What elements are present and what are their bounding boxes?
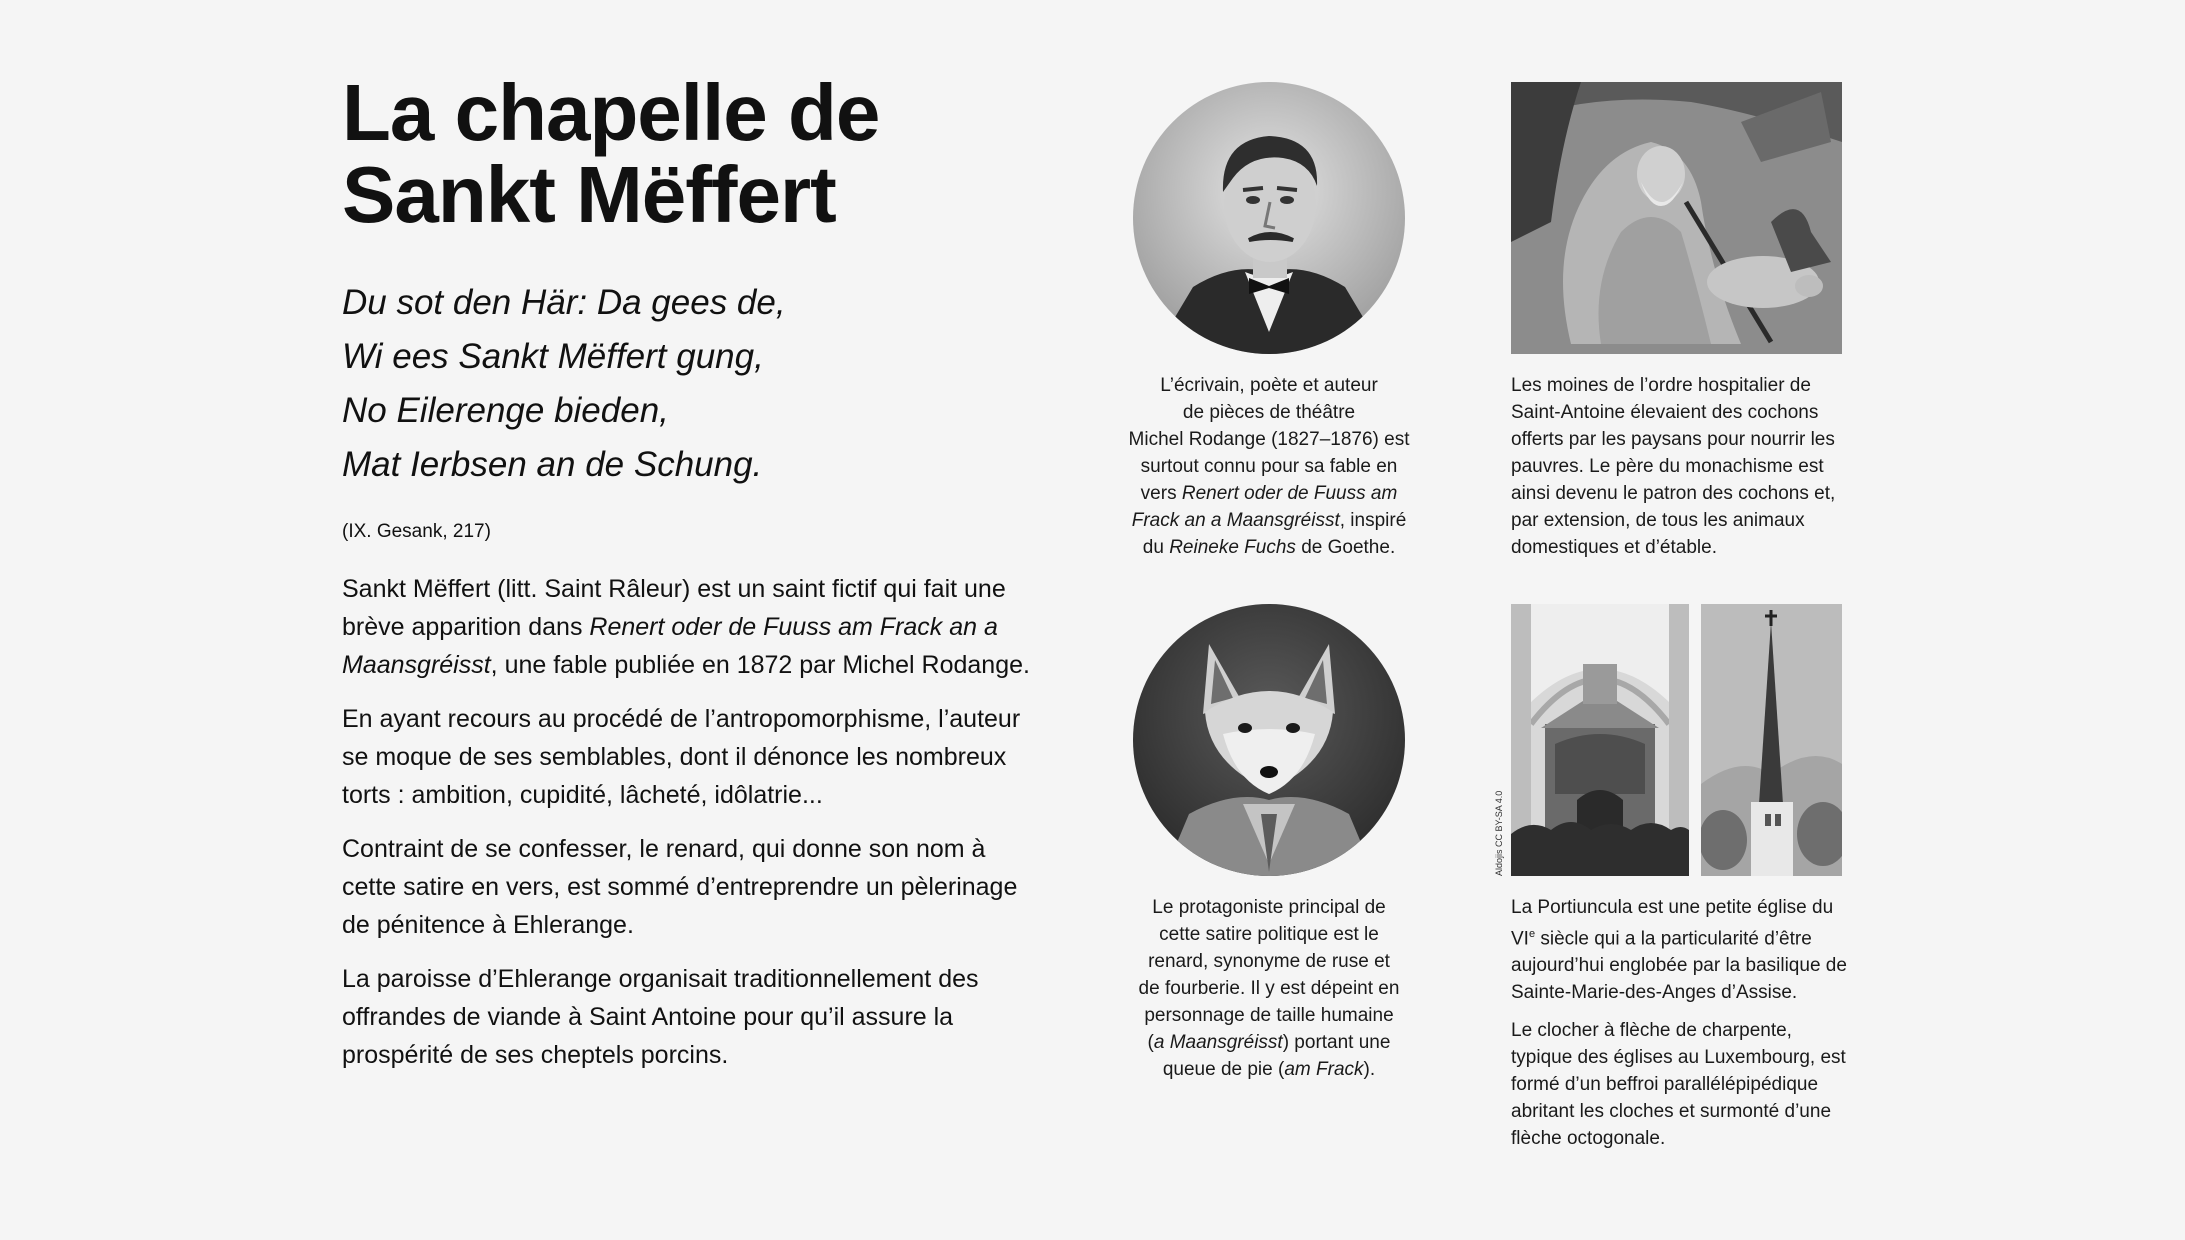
- verse-line: Mat Ierbsen an de Schung.: [342, 445, 763, 484]
- fox-caption: Le protagoniste principal de cette satire politique est le renard, synonyme de ruse et de fourberie. Il y est dépeint en personnage de taille humaine (a Maansgréisst) portant une queue de pie (am Frack).: [1138, 897, 1400, 1080]
- portiuncula-caption: La Portiuncula est une petite église du VIe siècle qui a la particularité d’être aujourd’hui englobée par la basilique de Sainte-Marie-des-Anges d’Assise. Le clocher à flèche de charpente, typique des églises au Luxembourg, est formé d’un beffroi parallélépipédique abritant les cloches et surmonté d’une flèche octogonale.: [1511, 897, 1847, 1150]
- verse-line: No Eilerenge bieden,: [342, 391, 669, 430]
- body-paragraph-3: Contraint de se confesser, le renard, qui donne son nom à cette satire en vers, est sommé d’entreprendre un pèlerinage de pénitence à Ehlerange.: [342, 835, 1018, 939]
- verse-citation: (IX. Gesank, 217): [342, 521, 491, 542]
- body-paragraph-4: La paroisse d’Ehlerange organisait traditionnellement des offrandes de viande à Saint Antoine pour qu’il assure la prospérité de ses cheptels porcins.: [342, 965, 979, 1069]
- verse-line: Wi ees Sankt Mëffert gung,: [342, 337, 764, 376]
- body-paragraph-2: En ayant recours au procédé de l’antropomorphisme, l’auteur se moque de ses semblables, dont il dénonce les nombreux torts : ambition, cupidité, lâcheté, idôlatrie...: [342, 705, 1021, 809]
- verse-line: Du sot den Här: Da gees de,: [342, 283, 786, 322]
- verse-quote: [342, 276, 1042, 492]
- title-line-2: Sankt Mëffert: [342, 150, 836, 239]
- rodange-caption: L’écrivain, poète et auteur de pièces de théâtre Michel Rodange (1827–1876) est surtout connu pour sa fable en vers Renert oder de Fuuss am Frack an a Maansgréisst, inspiré du Reineke Fuchs de Goethe.: [1128, 375, 1410, 558]
- title-line-1: La chapelle de: [342, 68, 880, 157]
- body-paragraph-1: Sankt Mëffert (litt. Saint Râleur) est un saint fictif qui fait une brève apparition dans Renert oder de Fuuss am Frack an a Maansgréisst, une fable publiée en 1872 par Michel Rodange.: [342, 575, 1030, 679]
- rodange-portrait-photo: [1133, 82, 1405, 354]
- page-title: [342, 68, 1042, 239]
- fox-portrait-photo: [1133, 604, 1405, 876]
- body-text: [342, 570, 1042, 1090]
- saint-antoine-caption: Les moines de l’ordre hospitalier de Saint-Antoine élevaient des cochons offerts par les paysans pour nourrir les pauvres. Le père du monachisme est ainsi devenu le patron des cochons et, par extension, de tous les animaux domestiques et d’étable.: [1511, 375, 1836, 558]
- saint-antoine-painting: [1511, 82, 1842, 354]
- church-spire-photo: [1701, 604, 1842, 876]
- portiuncula-interior-photo: [1511, 604, 1689, 876]
- photo-credit: Aldojis CC BY-SA 4.0: [1494, 790, 1504, 876]
